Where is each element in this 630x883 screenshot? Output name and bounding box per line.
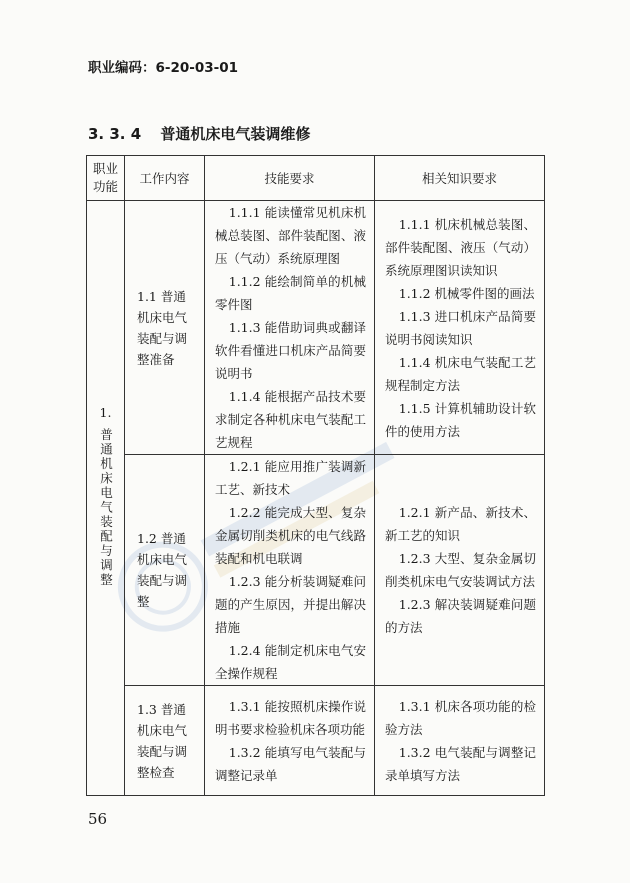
list-item: 1.2.3 大型、复杂金属切削类机床电气安装调试方法: [385, 551, 536, 589]
list-item: 1.3.2 电气装配与调整记录单填写方法: [385, 744, 536, 783]
list-item: 1.3.1 能按照机床操作说明书要求检验机床各项功能: [215, 698, 366, 737]
work-content-1-1: 1.1 普通机床电气装配与调整准备: [125, 201, 205, 455]
skills-1-3: [205, 686, 375, 796]
list-item: 1.3.1 机床各项功能的检验方法: [385, 698, 536, 737]
section-number: 3. 3. 4: [88, 125, 142, 143]
header-work-content: 工作内容: [125, 156, 205, 201]
list-item: 1.3.2 能填写电气装配与调整记录单: [215, 744, 366, 783]
list-item: 1.2.3 解决装调疑难问题的方法: [385, 597, 536, 635]
list-item: 1.1.4 能根据产品技术要求制定各种机床电气装配工艺规程: [215, 389, 366, 450]
page-number: 56: [88, 810, 108, 828]
function-name: 普通机床电气装配与调整: [98, 428, 114, 588]
table-row: [87, 686, 545, 796]
work-content-1-3: 1.3 普通机床电气装配与调整检查: [125, 686, 205, 796]
knowledge-1-1: [375, 201, 545, 455]
list-item: 1.2.1 能应用推广装调新工艺、新技术: [215, 459, 366, 497]
list-item: 1.2.3 能分析装调疑难问题的产生原因，并提出解决措施: [215, 574, 366, 635]
table-row: [87, 455, 545, 686]
table-row: [87, 201, 545, 455]
table-header-row: [87, 156, 545, 201]
skills-table: [86, 155, 545, 796]
section-title: [88, 123, 310, 144]
list-item: 1.1.3 能借助词典或翻译软件看懂进口机床产品简要说明书: [215, 320, 366, 381]
list-item: 1.1.2 能绘制简单的机械零件图: [215, 274, 366, 312]
list-item: 1.2.2 能完成大型、复杂金属切削类机床的电气线路装配和机电联调: [215, 505, 366, 566]
list-item: 1.1.1 机床机械总装图、部件装配图、液压（气动）系统原理图识读知识: [385, 216, 536, 278]
list-item: 1.2.4 能制定机床电气安全操作规程: [215, 643, 366, 681]
skills-1-2: [205, 455, 375, 686]
knowledge-1-2: [375, 455, 545, 686]
list-item: 1.1.5 计算机辅助设计软件的使用方法: [385, 400, 536, 439]
section-title-text: 普通机床电气装调维修: [160, 125, 311, 143]
function-number: 1.: [99, 405, 112, 421]
list-item: 1.1.4 机床电气装配工艺规程制定方法: [385, 354, 536, 393]
occupation-code: 职业编码：6-20-03-01: [88, 60, 239, 76]
list-item: 1.1.3 进口机床产品简要说明书阅读知识: [385, 308, 536, 347]
work-content-1-2: 1.2 普通机床电气装配与调整: [125, 455, 205, 686]
skills-1-1: [205, 201, 375, 455]
function-cell: [87, 201, 125, 796]
list-item: 1.2.1 新产品、新技术、新工艺的知识: [385, 505, 536, 543]
list-item: 1.1.1 能读懂常见机床机械总装图、部件装配图、液压（气动）系统原理图: [215, 205, 366, 266]
header-function: 职业功能: [87, 156, 125, 201]
header-knowledge-requirements: 相关知识要求: [375, 156, 545, 201]
list-item: 1.1.2 机械零件图的画法: [398, 285, 535, 301]
knowledge-1-3: [375, 686, 545, 796]
header-skill-requirements: 技能要求: [205, 156, 375, 201]
